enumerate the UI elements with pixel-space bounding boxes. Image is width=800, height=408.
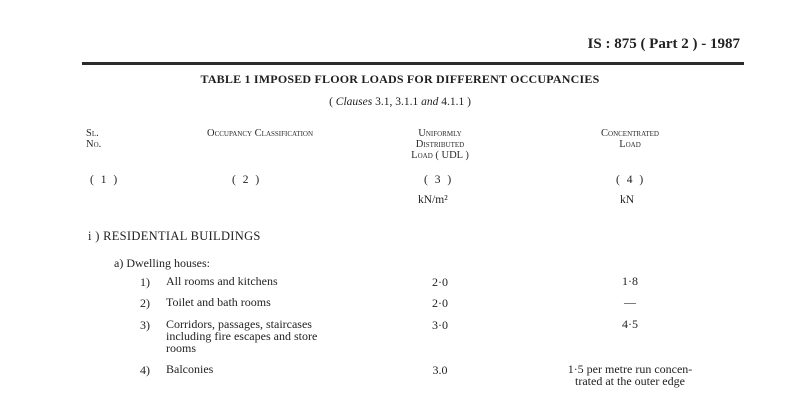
- subtitle-prefix: (: [329, 96, 336, 108]
- column-header-udl: [380, 128, 500, 161]
- row-label: [166, 318, 317, 354]
- subtitle-clause-numbers: 3.1, 3.1.1: [372, 96, 422, 108]
- header-line: Occupancy Classification: [206, 128, 314, 139]
- header-line: Sl.: [86, 128, 99, 139]
- conc-line: —: [624, 295, 636, 309]
- header-line: Distributed: [415, 139, 465, 150]
- column-number: ( 1 ): [90, 174, 120, 186]
- column-header-sl-no: [86, 128, 101, 150]
- label-line: Balconies: [166, 362, 214, 376]
- conc-line: 1·8: [622, 274, 638, 288]
- header-line: Uniformly: [418, 128, 462, 139]
- column-number: ( 2 ): [232, 174, 262, 186]
- header-line: Concentrated: [601, 128, 659, 139]
- header-line: Load: [619, 139, 641, 150]
- row-label: [166, 275, 278, 287]
- row-label: [166, 296, 271, 308]
- header-rule: [82, 62, 744, 65]
- table-subtitle: [0, 96, 800, 108]
- document-code: IS : 875 ( Part 2 ) - 1987: [587, 36, 740, 52]
- row-concentrated: [540, 363, 720, 387]
- conc-line: trated at the outer edge: [575, 374, 685, 388]
- header-line: Load ( UDL ): [411, 150, 469, 161]
- row-concentrated: [540, 296, 720, 308]
- label-line: All rooms and kitchens: [166, 274, 278, 288]
- table-title: TABLE 1 IMPOSED FLOOR LOADS FOR DIFFERENT OCCUPANCIES: [200, 72, 600, 86]
- row-udl: 2·0: [432, 275, 448, 289]
- row-label: [166, 363, 213, 375]
- row-number: 1): [140, 275, 150, 289]
- column-number: ( 4 ): [616, 174, 646, 186]
- row-number: 4): [140, 363, 150, 377]
- subtitle-end: 4.1.1 ): [438, 96, 471, 108]
- unit-concentrated: kN: [620, 194, 635, 206]
- row-concentrated: [540, 275, 720, 287]
- label-line: including fire escapes and store: [166, 329, 318, 343]
- subtitle-and: and: [421, 96, 439, 108]
- subsection-heading: a) Dwelling houses:: [114, 256, 210, 270]
- row-number: 3): [140, 318, 150, 332]
- row-concentrated: [540, 318, 720, 330]
- column-number: ( 3 ): [424, 174, 454, 186]
- conc-line: 4·5: [622, 317, 638, 331]
- column-header-occupancy: [170, 128, 350, 139]
- label-line: rooms: [166, 341, 196, 355]
- row-udl: 2·0: [432, 296, 448, 310]
- column-header-concentrated: [570, 128, 690, 150]
- unit-udl: kN/m²: [418, 194, 448, 206]
- section-heading: i ) RESIDENTIAL BUILDINGS: [88, 229, 261, 243]
- conc-line: 1·5 per metre run concen-: [567, 362, 693, 376]
- header-line: No.: [86, 139, 102, 150]
- row-udl: 3.0: [432, 363, 448, 377]
- label-line: Corridors, passages, staircases: [166, 317, 312, 331]
- label-line: Toilet and bath rooms: [166, 295, 271, 309]
- row-number: 2): [140, 296, 150, 310]
- row-udl: 3·0: [432, 318, 448, 332]
- subtitle-clauses: Clauses: [335, 96, 373, 108]
